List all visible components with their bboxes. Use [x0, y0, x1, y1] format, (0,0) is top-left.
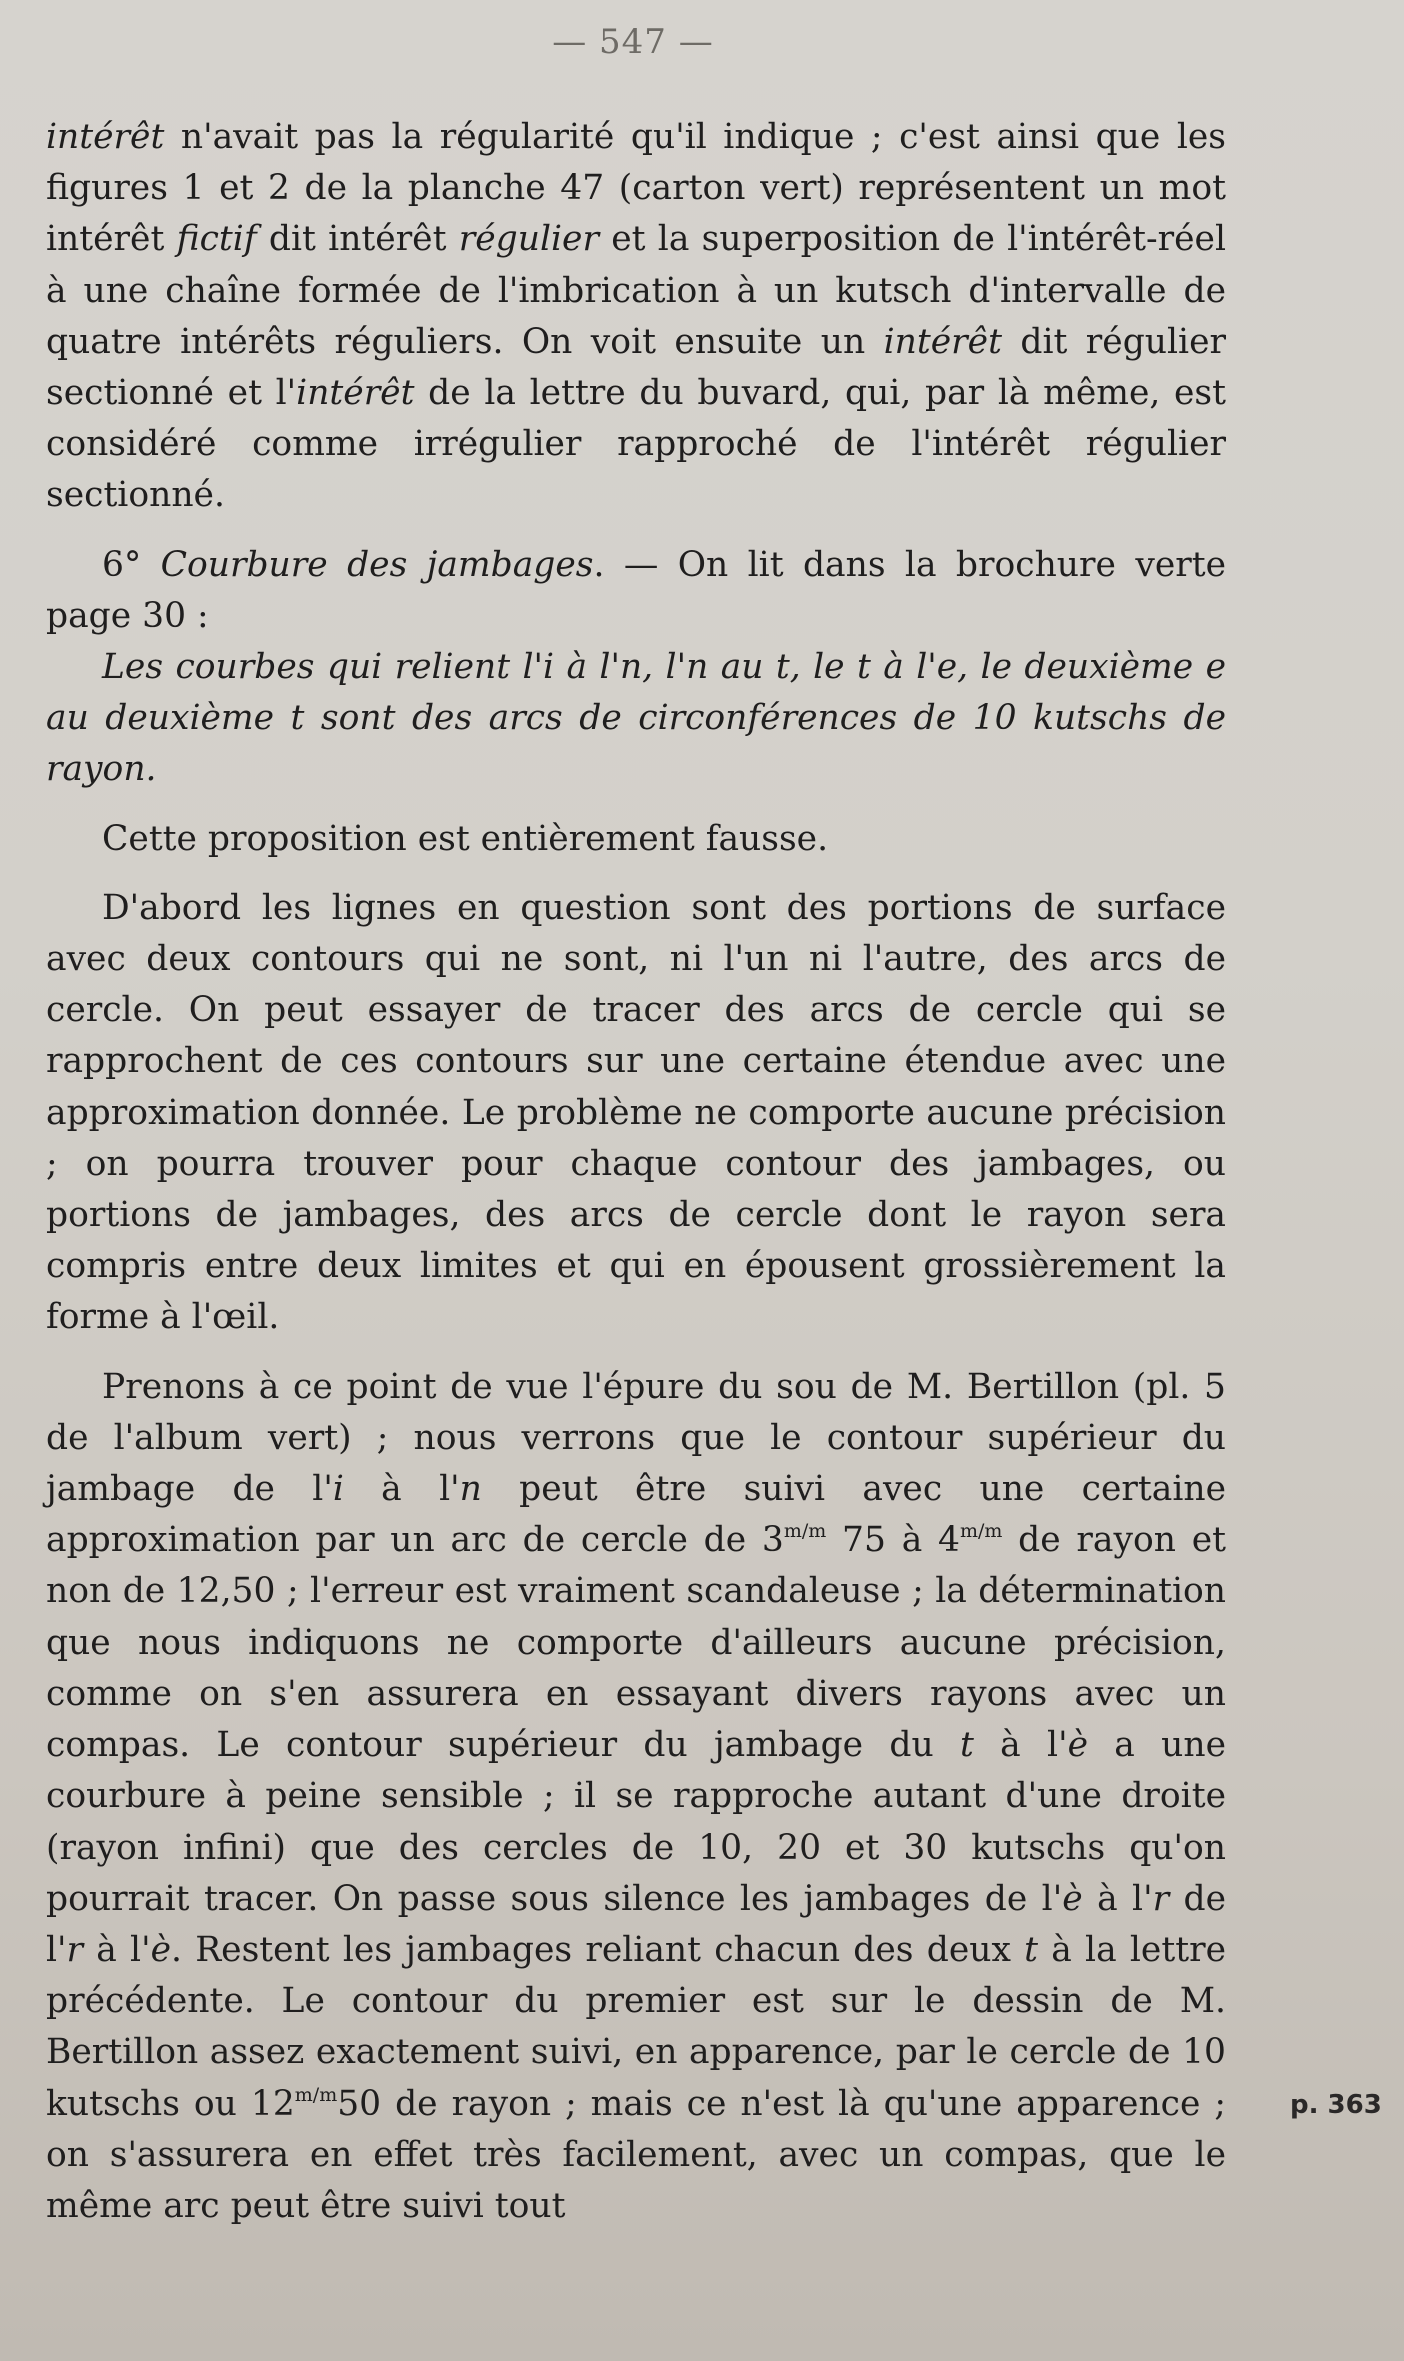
margin-page-reference: p. 363	[1290, 2090, 1382, 2120]
text-run: peut être suivi avec une certaine approximation par un arc de cercle de 3	[46, 1469, 1227, 1561]
text-run: de l'	[46, 1878, 1227, 1970]
italic-text: t	[1024, 1929, 1039, 1970]
text-run: 75 à 4	[826, 1520, 960, 1561]
italic-text: r	[66, 1929, 84, 1970]
text-run: Cette proposition est entièrement fausse.	[102, 818, 829, 859]
paragraph-statement	[46, 814, 1226, 865]
text-run: à l'	[973, 1725, 1068, 1766]
text-run: D'abord les lignes en question sont des portions de surface avec deux contours qui ne sont, ni l'un ni l'autre, des arcs de cercle. On peut essayer de tracer des arcs de cercle qui se rapprochent de ces contours sur une certaine étendue avec une approximation donnée. Le problème ne comporte aucune précision ; on pourra trouver pour chaque contour des jambages, ou portions de jambages, des arcs de cercle dont le rayon sera compris entre deux limites et qui en épousent grossièrement la forme à l'œil.	[46, 887, 1226, 1338]
text-run: à l'	[1082, 1878, 1153, 1919]
italic-text: è	[1062, 1878, 1083, 1919]
italic-text: è	[1067, 1725, 1088, 1766]
italic-text: fictif	[176, 219, 257, 260]
paragraph-section-heading	[46, 540, 1226, 642]
italic-text: r	[1152, 1878, 1170, 1919]
italic-text: intérêt	[46, 117, 165, 157]
text-run: . Restent les jambages reliant chacun des deux	[171, 1929, 1025, 1970]
text-run: 6°	[102, 544, 161, 585]
text-run: à la lettre précédente. Le contour du premier est sur le dessin de M. Bertillon assez exactement suivi, en apparence, par le cercle de 10 kutschs ou 12	[46, 1929, 1226, 2124]
text-run: n'avait pas la régularité qu'il indique ; c'est ainsi que les figures 1 et 2 de la planche 47 (carton vert) représentent un mot intérêt	[46, 117, 1226, 260]
italic-text: i	[332, 1469, 344, 1510]
text-run: a une courbure à peine sensible ; il se rapproche autant d'une droite (rayon infini) que des cercles de 10, 20 et 30 kutschs qu'on pourrait tracer. On passe sous silence les jambages de l'	[46, 1725, 1226, 1919]
text-run: de rayon et non de 12,50 ; l'erreur est vraiment scandaleuse ; la détermination que nous indiquons ne comporte d'ailleurs aucune précision, comme on s'en assurera en essayant divers rayons avec un compas. Le contour supérieur du jambage du	[46, 1520, 1227, 1766]
text-run: . — On lit dans la brochure verte page 30 :	[46, 544, 1227, 636]
page-number: — 547 —	[552, 22, 714, 62]
paragraph-quotation	[46, 642, 1226, 796]
text-run: dit intérêt	[256, 219, 459, 260]
text-run: à l'	[343, 1469, 460, 1510]
unit-superscript: m/m	[959, 1520, 1003, 1543]
text-run: Prenons à ce point de vue l'épure du sou de M. Bertillon (pl. 5 de l'album vert) ; nous verrons que le contour supérieur du jambage de l'	[46, 1366, 1226, 1510]
unit-superscript: m/m	[294, 2083, 338, 2106]
italic-text: régulier	[458, 219, 599, 260]
unit-superscript: m/m	[783, 1520, 827, 1543]
italic-text: Courbure des jambages	[160, 544, 594, 585]
paragraph-example	[46, 1362, 1226, 2232]
italic-text: t	[960, 1725, 974, 1766]
paragraph-continuation	[46, 112, 1226, 522]
page-body	[46, 112, 1226, 2232]
text-run: et la superposition de l'intérêt-réel à une chaîne formée de l'imbrication à un kutsch d'intervalle de quatre intérêts réguliers. On voit ensuite un	[46, 219, 1226, 362]
text-run: à l'	[83, 1929, 151, 1970]
italic-text: intérêt	[883, 321, 1002, 362]
italic-text: Les courbes qui relient l'i à l'n, l'n au t, le t à l'e, le deuxième e au deuxième t sont des arcs de circonférences de 10 kutschs de rayon.	[46, 647, 1226, 790]
italic-text: n	[459, 1469, 482, 1510]
italic-text: intérêt	[296, 373, 415, 414]
italic-text: è	[150, 1929, 171, 1970]
text-run: 50 de rayon ; mais ce n'est là qu'une apparence ; on s'assurera en effet très facilement, avec un compas, que le même arc peut être suivi tout	[46, 2083, 1226, 2226]
text-run: de la lettre du buvard, qui, par là même, est considéré comme irrégulier rapproché de l'intérêt régulier sectionné.	[46, 373, 1227, 516]
text-run: dit régulier sectionné et l'	[46, 321, 1227, 414]
paragraph-argument	[46, 883, 1226, 1344]
